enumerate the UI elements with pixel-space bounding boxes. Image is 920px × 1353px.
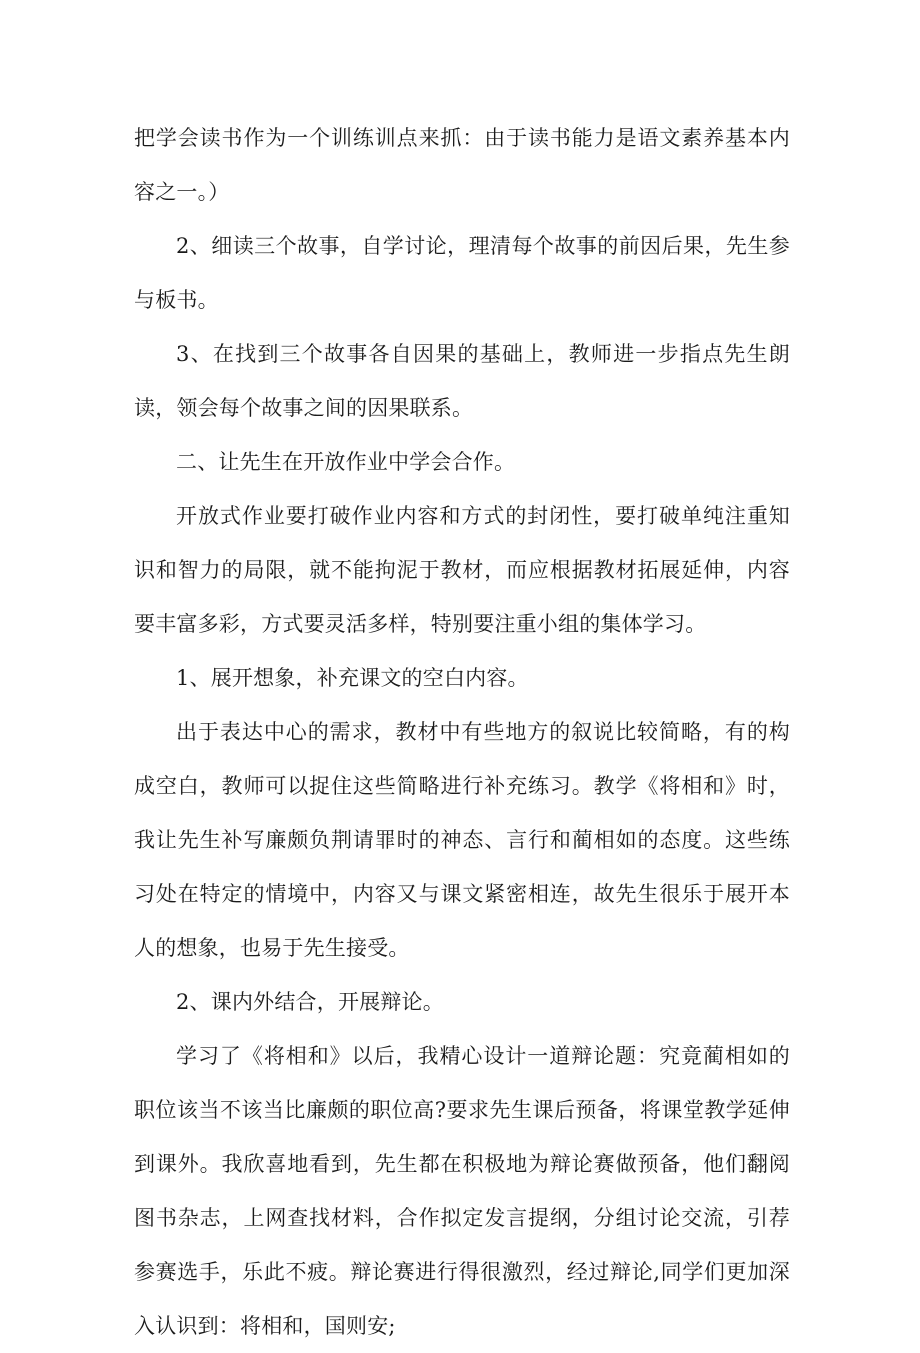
paragraph-continuation: 把学会读书作为一个训练训点来抓：由于读书能力是语文素养基本内容之一。）	[134, 126, 790, 204]
subheading-debate: 2、课内外结合，开展辩论。	[176, 990, 444, 1014]
paragraph-step-3: 3、在找到三个故事各自因果的基础上，教师进一步指点先生朗读，领会每个故事之间的因果联系。	[134, 342, 790, 420]
paragraph-imagination-body: 出于表达中心的需求，教材中有些地方的叙说比较简略，有的构成空白，教师可以捉住这些简略进行补充练习。教学《将相和》时，我让先生补写廉颇负荆请罪时的神态、言行和蔺相如的态度。这些练习处在特定的情境中，内容又与课文紧密相连，故先生很乐于展开本人的想象，也易于先生接受。	[134, 720, 790, 960]
paragraph-step-2: 2、细读三个故事，自学讨论，理清每个故事的前因后果，先生参与板书。	[134, 234, 790, 312]
subheading-imagination: 1、展开想象，补充课文的空白内容。	[176, 666, 529, 690]
paragraph-debate-body: 学习了《将相和》以后，我精心设计一道辩论题：究竟蔺相如的职位该当不该当比廉颇的职位高?要求先生课后预备，将课堂教学延伸到课外。我欣喜地看到，先生都在积极地为辩论赛做预备，他们翻阅图书杂志，上网查找材料，合作拟定发言提纲，分组讨论交流，引荐参赛选手，乐此不疲。辩论赛进行得很激烈，经过辩论,同学们更加深入认识到：将相和，国则安;	[134, 1044, 790, 1338]
section-heading-2: 二、让先生在开放作业中学会合作。	[176, 450, 516, 474]
paragraph-open-homework: 开放式作业要打破作业内容和方式的封闭性，要打破单纯注重知识和智力的局限，就不能拘泥于教材，而应根据教材拓展延伸，内容要丰富多彩，方式要灵活多样，特别要注重小组的集体学习。	[134, 504, 790, 636]
document-body	[134, 111, 790, 1353]
